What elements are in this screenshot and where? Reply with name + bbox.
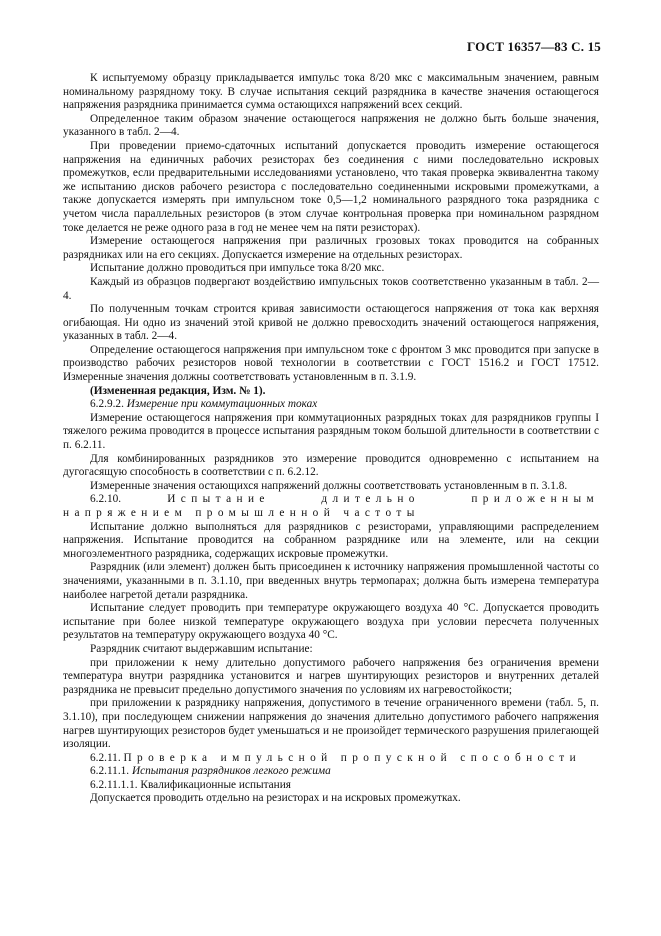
paragraph: К испытуемому образцу прикладывается импульс тока 8/20 мкс с максимальным значением, равным номинальному разрядному току. В случае испытания секций разрядника в качестве значения остающегося напряжения разрядника принимается сумма остающихся напряжений всех секций.: [63, 72, 599, 112]
section-number: 6.2.9.2.: [90, 398, 124, 411]
paragraph: при приложении к нему длительно допустимого рабочего напряжения без ограничения времени температура внутри разрядника установится и нагрев шунтирующих резисторов и внутренних деталей разрядника не превысит предельно допустимого значения по условиям их нагревостойкости;: [63, 656, 599, 696]
paragraph: По полученным точкам строится кривая зависимости остающегося напряжения от тока как верхняя огибающая. Ни одно из значений этой кривой не должно превосходить значений остающегося напряжения, указанных в табл. 2—4.: [63, 303, 599, 343]
paragraph: Измерение остающегося напряжения при коммутационных разрядных токах для разрядников группы I тяжелого режима проводится в процессе испытания разрядным током большой длительности в соответствии с п. 6.2.11.: [63, 411, 599, 452]
paragraph: Определенное таким образом значение остающегося напряжения не должно быть больше значения, указанного в табл. 2—4.: [63, 112, 599, 139]
paragraph: Измерение остающегося напряжения при различных грозовых токах проводится на собранных разрядниках или на его секциях. Допускается измерение на отдельных резисторах.: [63, 235, 599, 261]
section-title: Испытания разрядников легкого режима: [131, 765, 331, 778]
section-heading-621111: 6.2.11.1.1. Квалификационные испытания: [90, 778, 291, 791]
section-number: 6.2.10.: [90, 493, 122, 506]
section-heading-6210: [63, 493, 599, 520]
section-heading-62111: [63, 765, 599, 779]
paragraph: при приложении к разряднику напряжения, допустимого в течение ограниченного времени (табл. 5, п. 3.1.10), при последующем снижении напряжения до значения длительно допустимого рабочего напряжения нагрев шунтирующих резисторов будет уменьшаться и не произойдет термического разрушения прилегающей изоляции.: [63, 697, 599, 751]
paragraph: Разрядник (или элемент) должен быть присоединен к источнику напряжения промышленной частоты со значениями, указанными в п. 3.1.10, при введенных внутрь термопарах; должна быть измерена температура наиболее нагретой детали разрядника.: [63, 561, 599, 601]
section-title: Проверка импульсной пропускной способности: [123, 751, 582, 764]
section-title: Измерение при коммутационных токах: [126, 398, 318, 411]
paragraph: Испытание должно выполняться для разрядников с резисторами, управляющими распределением напряжения. Испытание проводится на собранном разряднике или на элементе, или на секции многоэлементного разрядника, содержащих искровые промежутки.: [63, 520, 599, 560]
paragraph: Измеренные значения остающихся напряжений должны соответствовать установленным в п. 3.1.8.: [90, 479, 568, 492]
section-heading-6292: [63, 398, 599, 412]
paragraph: Допускается проводить отдельно на резисторах и на искровых промежутках.: [90, 792, 461, 805]
paragraph: При проведении приемо-сдаточных испытаний допускается проводить измерение остающегося напряжения на единичных рабочих резисторах без соединения с ними последовательно искровых промежутков, если предварительными исследованиями установлено, что такая проверка эквивалентна такому же испытанию дисков рабочего резистора с последовательно соединенными искровыми промежутками, а также допускается измерять при импульсном токе 0,5—1,2 номинального разрядного тока разрядника с учетом числа параллельных резисторов (в этом случае контрольная проверка при номинальном разрядном токе делается не реже одного раза в год не менее чем на пяти резисторах).: [63, 139, 599, 234]
page-header: ГОСТ 16357—83 С. 15: [467, 39, 601, 54]
section-title: Испытание длительно приложенным напряжением промышленной частоты: [63, 493, 599, 519]
paragraph: Испытание должно проводиться при импульсе тока 8/20 мкс.: [90, 262, 385, 275]
document-body: [63, 72, 599, 806]
section-heading-6211: [63, 752, 599, 766]
paragraph: Каждый из образцов подвергают воздействию импульсных токов соответственно указанным в табл. 2—4.: [63, 275, 599, 302]
paragraph: Испытание следует проводить при температуре окружающего воздуха 40 °С. Допускается проводить испытание при более низкой температуре окружающего воздуха при условии пересчета полученных результатов на температуру окружающего воздуха 40 °С.: [63, 602, 599, 642]
paragraph: Разрядник считают выдержавшим испытание:: [90, 642, 313, 655]
section-number: 6.2.11.: [90, 751, 121, 764]
paragraph: Определение остающегося напряжения при импульсном токе с фронтом 3 мкс проводится при запуске в производство рабочих резисторов новой технологии в соответствии с ГОСТ 1516.2 и ГОСТ 17512. Измеренные значения должны соответствовать установленным в п. 3.1.9.: [63, 343, 599, 384]
edition-note: (Измененная редакция, Изм. № 1).: [90, 384, 266, 397]
paragraph: Для комбинированных разрядников это измерение проводится одновременно с испытанием на дугогасящую способность в соответствии с п. 6.2.12.: [63, 452, 599, 479]
section-number: 6.2.11.1.: [90, 765, 130, 778]
